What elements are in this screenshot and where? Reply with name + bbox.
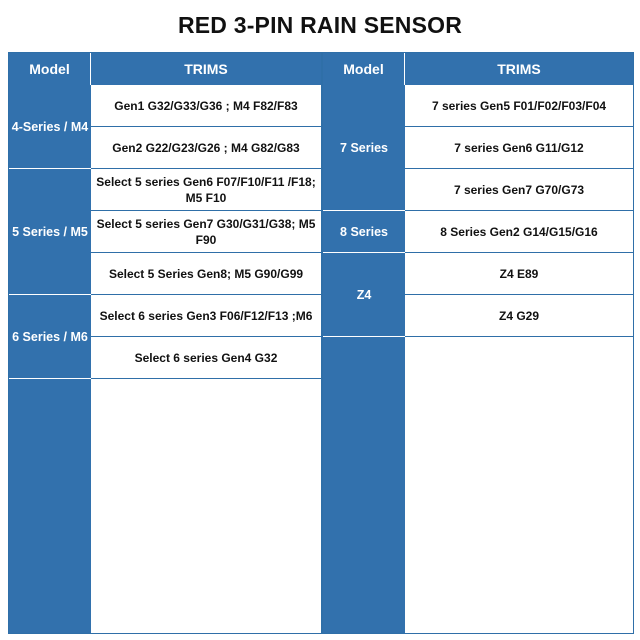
left-table	[8, 52, 322, 634]
trim-cell: Gen1 G32/G33/G36 ; M4 F82/F83	[91, 85, 321, 127]
model-cell: 8 Series	[340, 225, 388, 239]
right-table	[322, 52, 634, 634]
model-header: Model	[9, 53, 91, 85]
trim-cell: 7 series Gen5 F01/F02/F03/F04	[405, 85, 633, 127]
model-cell: 5 Series / M5	[12, 225, 88, 239]
trim-cell: Select 5 series Gen6 F07/F10/F11 /F18; M5 F10	[91, 169, 321, 211]
trim-cell: Select 5 series Gen7 G30/G31/G38; M5 F90	[91, 211, 321, 253]
trim-cell: Select 6 series Gen3 F06/F12/F13 ;M6	[91, 295, 321, 337]
model-cell: 4-Series / M4	[11, 120, 89, 134]
model-header: Model	[323, 53, 405, 85]
trim-cell: Select 6 series Gen4 G32	[91, 337, 321, 379]
trim-cell: 7 series Gen7 G70/G73	[405, 169, 633, 211]
page-title: RED 3-PIN RAIN SENSOR	[177, 12, 463, 38]
trim-cell: Gen2 G22/G23/G26 ; M4 G82/G83	[91, 127, 321, 169]
trim-cell: 8 Series Gen2 G14/G15/G16	[405, 211, 633, 253]
model-divider	[323, 336, 405, 337]
trims-header: TRIMS	[405, 53, 633, 85]
trim-cell: 7 series Gen6 G11/G12	[405, 127, 633, 169]
trim-cell: Z4 E89	[405, 253, 633, 295]
model-cell: 6 Series / M6	[12, 330, 88, 344]
trims-header: TRIMS	[91, 53, 321, 85]
model-divider	[9, 378, 91, 379]
trim-cell: Select 5 Series Gen8; M5 G90/G99	[91, 253, 321, 295]
model-cell: 7 Series	[340, 141, 388, 155]
trim-cell: Z4 G29	[405, 295, 633, 337]
model-cell: Z4	[356, 288, 372, 302]
